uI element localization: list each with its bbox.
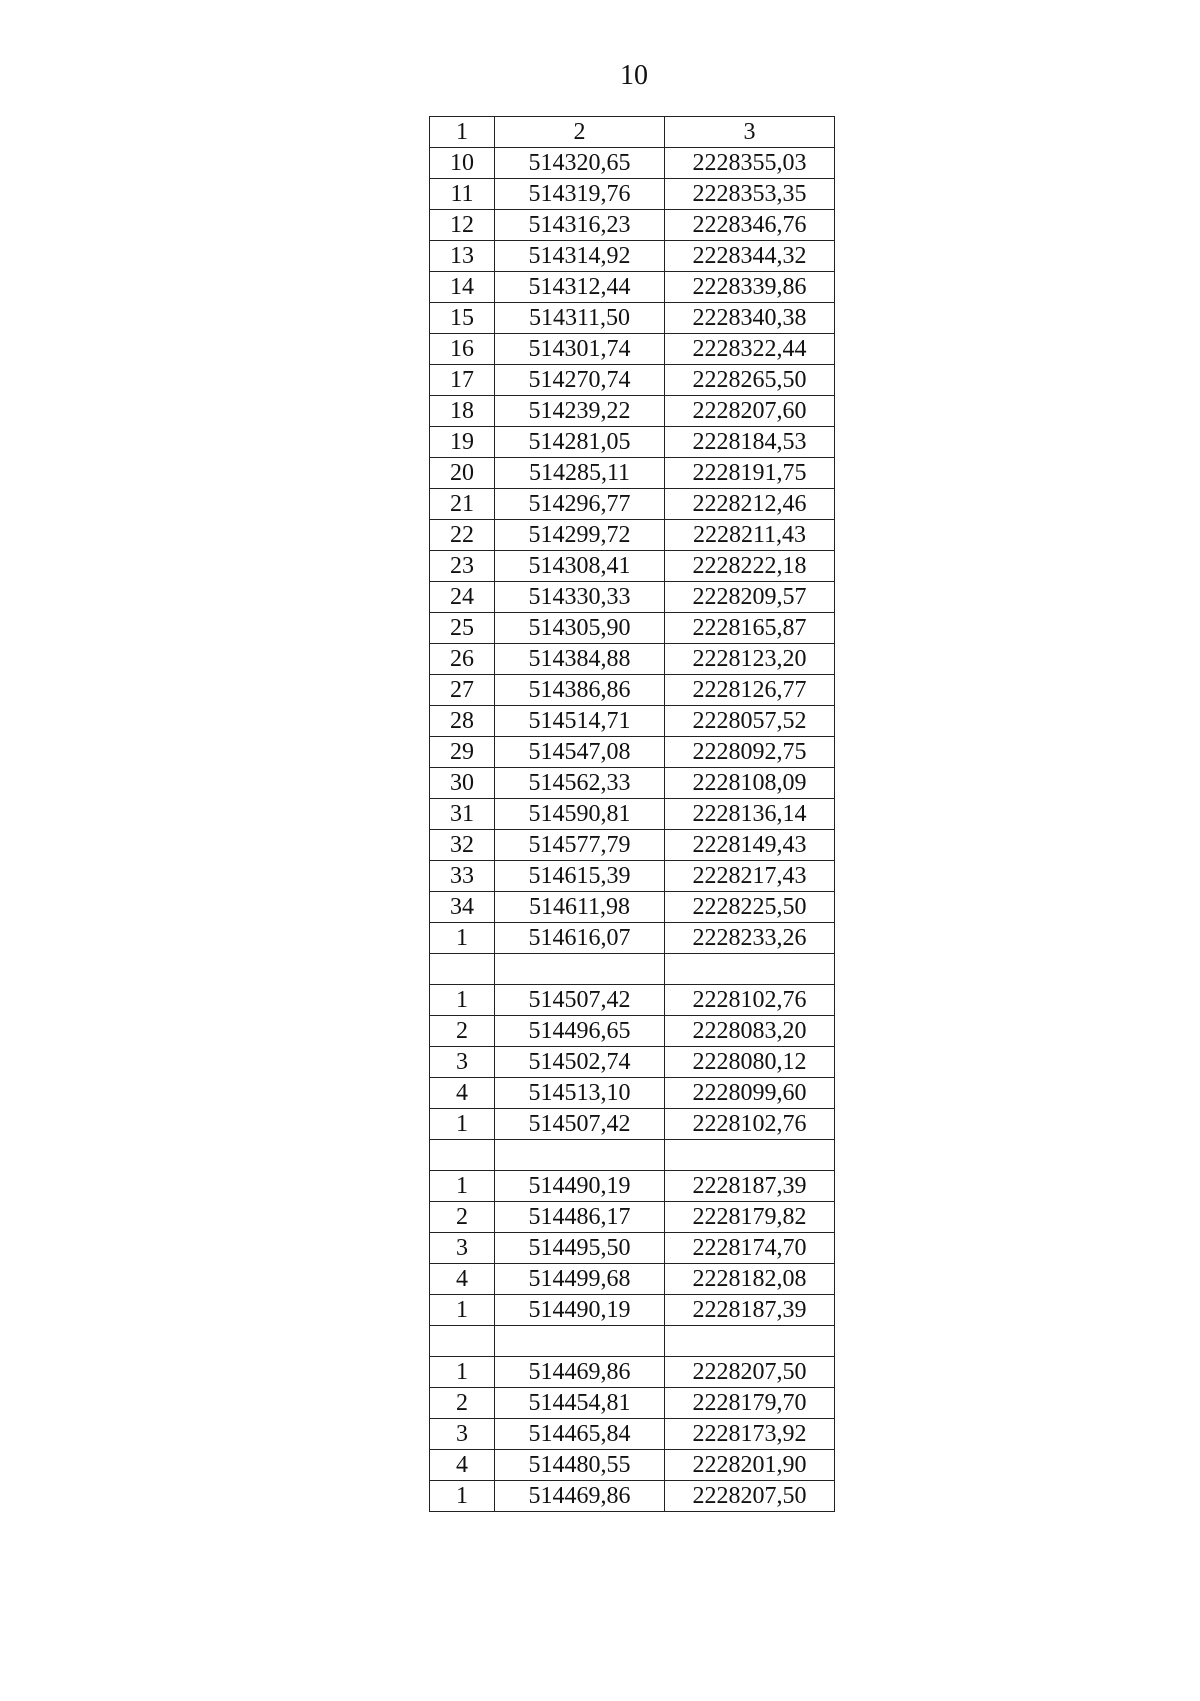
table-row	[430, 489, 835, 520]
cell-x-coordinate: 514469,86	[495, 1481, 665, 1512]
cell-x-coordinate: 514507,42	[495, 1109, 665, 1140]
cell-x-coordinate	[495, 1326, 665, 1357]
table-row	[430, 210, 835, 241]
table-row	[430, 923, 835, 954]
cell-y-coordinate: 2228187,39	[665, 1171, 835, 1202]
table-row	[430, 706, 835, 737]
cell-point-number: 20	[430, 458, 495, 489]
table-row	[430, 1016, 835, 1047]
table-row	[430, 1171, 835, 1202]
cell-x-coordinate: 514616,07	[495, 923, 665, 954]
table-row	[430, 334, 835, 365]
cell-point-number: 4	[430, 1264, 495, 1295]
cell-y-coordinate: 2228123,20	[665, 644, 835, 675]
cell-y-coordinate	[665, 954, 835, 985]
cell-y-coordinate: 2228174,70	[665, 1233, 835, 1264]
cell-y-coordinate: 2228344,32	[665, 241, 835, 272]
cell-y-coordinate: 2228211,43	[665, 520, 835, 551]
cell-y-coordinate: 2228346,76	[665, 210, 835, 241]
table-row	[430, 396, 835, 427]
cell-point-number: 21	[430, 489, 495, 520]
cell-y-coordinate: 2228322,44	[665, 334, 835, 365]
cell-point-number: 16	[430, 334, 495, 365]
cell-x-coordinate: 514319,76	[495, 179, 665, 210]
cell-y-coordinate	[665, 1326, 835, 1357]
cell-point-number: 18	[430, 396, 495, 427]
cell-y-coordinate: 2228173,92	[665, 1419, 835, 1450]
cell-x-coordinate: 514330,33	[495, 582, 665, 613]
table-row	[430, 179, 835, 210]
table-row	[430, 551, 835, 582]
cell-x-coordinate: 514490,19	[495, 1171, 665, 1202]
cell-point-number: 3	[430, 1047, 495, 1078]
table-row	[430, 985, 835, 1016]
cell-point-number: 4	[430, 1078, 495, 1109]
header-cell-y: 3	[665, 117, 835, 148]
cell-y-coordinate: 2228136,14	[665, 799, 835, 830]
cell-point-number	[430, 1326, 495, 1357]
table-row	[430, 1233, 835, 1264]
cell-x-coordinate: 514513,10	[495, 1078, 665, 1109]
cell-y-coordinate: 2228340,38	[665, 303, 835, 334]
table-row	[430, 675, 835, 706]
cell-point-number: 19	[430, 427, 495, 458]
cell-y-coordinate: 2228102,76	[665, 1109, 835, 1140]
table-row	[430, 303, 835, 334]
cell-x-coordinate: 514486,17	[495, 1202, 665, 1233]
table-row	[430, 1047, 835, 1078]
cell-y-coordinate: 2228126,77	[665, 675, 835, 706]
table-row	[430, 272, 835, 303]
cell-x-coordinate: 514299,72	[495, 520, 665, 551]
cell-point-number: 1	[430, 1357, 495, 1388]
page-number: 10	[620, 60, 648, 91]
cell-point-number: 17	[430, 365, 495, 396]
cell-x-coordinate: 514615,39	[495, 861, 665, 892]
table-header-row	[430, 117, 835, 148]
cell-x-coordinate: 514314,92	[495, 241, 665, 272]
cell-y-coordinate: 2228108,09	[665, 768, 835, 799]
cell-point-number: 10	[430, 148, 495, 179]
table-row	[430, 427, 835, 458]
cell-x-coordinate: 514480,55	[495, 1450, 665, 1481]
cell-point-number: 22	[430, 520, 495, 551]
cell-y-coordinate: 2228265,50	[665, 365, 835, 396]
table-row	[430, 1357, 835, 1388]
cell-x-coordinate: 514496,65	[495, 1016, 665, 1047]
table-row	[430, 861, 835, 892]
table-separator-row	[430, 954, 835, 985]
cell-x-coordinate: 514285,11	[495, 458, 665, 489]
cell-point-number: 28	[430, 706, 495, 737]
cell-x-coordinate: 514499,68	[495, 1264, 665, 1295]
table-row	[430, 582, 835, 613]
cell-point-number: 13	[430, 241, 495, 272]
header-cell-point: 1	[430, 117, 495, 148]
cell-x-coordinate: 514507,42	[495, 985, 665, 1016]
cell-point-number: 15	[430, 303, 495, 334]
cell-x-coordinate: 514296,77	[495, 489, 665, 520]
cell-y-coordinate: 2228209,57	[665, 582, 835, 613]
cell-point-number: 1	[430, 923, 495, 954]
table-row	[430, 892, 835, 923]
cell-x-coordinate: 514469,86	[495, 1357, 665, 1388]
cell-point-number: 27	[430, 675, 495, 706]
cell-point-number: 12	[430, 210, 495, 241]
cell-point-number: 29	[430, 737, 495, 768]
cell-point-number: 31	[430, 799, 495, 830]
table-row	[430, 365, 835, 396]
cell-x-coordinate: 514320,65	[495, 148, 665, 179]
table-row	[430, 1419, 835, 1450]
cell-point-number: 2	[430, 1388, 495, 1419]
cell-point-number: 34	[430, 892, 495, 923]
table-row	[430, 1295, 835, 1326]
cell-x-coordinate: 514611,98	[495, 892, 665, 923]
cell-x-coordinate: 514502,74	[495, 1047, 665, 1078]
cell-x-coordinate: 514386,86	[495, 675, 665, 706]
table-row	[430, 1264, 835, 1295]
cell-y-coordinate: 2228339,86	[665, 272, 835, 303]
cell-x-coordinate	[495, 1140, 665, 1171]
table-row	[430, 830, 835, 861]
table-row	[430, 148, 835, 179]
table-row	[430, 1202, 835, 1233]
table-row	[430, 1109, 835, 1140]
cell-y-coordinate: 2228207,50	[665, 1481, 835, 1512]
header-cell-x: 2	[495, 117, 665, 148]
cell-y-coordinate: 2228217,43	[665, 861, 835, 892]
table-row	[430, 241, 835, 272]
cell-y-coordinate: 2228184,53	[665, 427, 835, 458]
cell-x-coordinate: 514577,79	[495, 830, 665, 861]
cell-y-coordinate: 2228207,60	[665, 396, 835, 427]
cell-y-coordinate: 2228083,20	[665, 1016, 835, 1047]
cell-y-coordinate: 2228355,03	[665, 148, 835, 179]
cell-x-coordinate	[495, 954, 665, 985]
cell-point-number: 1	[430, 1109, 495, 1140]
cell-y-coordinate: 2228057,52	[665, 706, 835, 737]
cell-y-coordinate: 2228165,87	[665, 613, 835, 644]
cell-point-number: 4	[430, 1450, 495, 1481]
cell-y-coordinate: 2228201,90	[665, 1450, 835, 1481]
cell-x-coordinate: 514465,84	[495, 1419, 665, 1450]
cell-x-coordinate: 514316,23	[495, 210, 665, 241]
coordinates-table	[429, 116, 835, 1512]
cell-y-coordinate: 2228212,46	[665, 489, 835, 520]
cell-point-number: 25	[430, 613, 495, 644]
cell-x-coordinate: 514547,08	[495, 737, 665, 768]
cell-x-coordinate: 514305,90	[495, 613, 665, 644]
cell-y-coordinate: 2228225,50	[665, 892, 835, 923]
cell-x-coordinate: 514384,88	[495, 644, 665, 675]
cell-point-number	[430, 1140, 495, 1171]
table-row	[430, 520, 835, 551]
table-row	[430, 458, 835, 489]
table-row	[430, 613, 835, 644]
table-separator-row	[430, 1326, 835, 1357]
table-row	[430, 799, 835, 830]
cell-x-coordinate: 514312,44	[495, 272, 665, 303]
cell-x-coordinate: 514495,50	[495, 1233, 665, 1264]
cell-point-number: 23	[430, 551, 495, 582]
cell-y-coordinate: 2228233,26	[665, 923, 835, 954]
cell-y-coordinate: 2228207,50	[665, 1357, 835, 1388]
cell-y-coordinate: 2228191,75	[665, 458, 835, 489]
cell-x-coordinate: 514590,81	[495, 799, 665, 830]
cell-point-number: 3	[430, 1233, 495, 1264]
cell-point-number: 11	[430, 179, 495, 210]
table-row	[430, 1078, 835, 1109]
cell-y-coordinate	[665, 1140, 835, 1171]
table-row	[430, 1481, 835, 1512]
table-body	[430, 117, 835, 1512]
cell-point-number: 24	[430, 582, 495, 613]
cell-point-number: 1	[430, 1171, 495, 1202]
cell-y-coordinate: 2228092,75	[665, 737, 835, 768]
cell-point-number: 2	[430, 1202, 495, 1233]
cell-x-coordinate: 514281,05	[495, 427, 665, 458]
cell-point-number: 1	[430, 1481, 495, 1512]
cell-point-number: 14	[430, 272, 495, 303]
table-separator-row	[430, 1140, 835, 1171]
cell-point-number: 2	[430, 1016, 495, 1047]
cell-x-coordinate: 514514,71	[495, 706, 665, 737]
cell-point-number: 3	[430, 1419, 495, 1450]
cell-y-coordinate: 2228187,39	[665, 1295, 835, 1326]
cell-x-coordinate: 514311,50	[495, 303, 665, 334]
cell-y-coordinate: 2228080,12	[665, 1047, 835, 1078]
cell-point-number: 1	[430, 985, 495, 1016]
cell-x-coordinate: 514239,22	[495, 396, 665, 427]
table-row	[430, 737, 835, 768]
cell-point-number	[430, 954, 495, 985]
cell-x-coordinate: 514270,74	[495, 365, 665, 396]
cell-y-coordinate: 2228353,35	[665, 179, 835, 210]
cell-y-coordinate: 2228102,76	[665, 985, 835, 1016]
cell-y-coordinate: 2228149,43	[665, 830, 835, 861]
cell-x-coordinate: 514562,33	[495, 768, 665, 799]
cell-x-coordinate: 514454,81	[495, 1388, 665, 1419]
cell-y-coordinate: 2228182,08	[665, 1264, 835, 1295]
cell-y-coordinate: 2228099,60	[665, 1078, 835, 1109]
table-row	[430, 1388, 835, 1419]
cell-x-coordinate: 514490,19	[495, 1295, 665, 1326]
table-row	[430, 1450, 835, 1481]
table-row	[430, 768, 835, 799]
cell-y-coordinate: 2228179,82	[665, 1202, 835, 1233]
cell-x-coordinate: 514301,74	[495, 334, 665, 365]
cell-y-coordinate: 2228222,18	[665, 551, 835, 582]
cell-point-number: 33	[430, 861, 495, 892]
cell-x-coordinate: 514308,41	[495, 551, 665, 582]
cell-point-number: 32	[430, 830, 495, 861]
cell-y-coordinate: 2228179,70	[665, 1388, 835, 1419]
cell-point-number: 1	[430, 1295, 495, 1326]
cell-point-number: 26	[430, 644, 495, 675]
table-row	[430, 644, 835, 675]
cell-point-number: 30	[430, 768, 495, 799]
